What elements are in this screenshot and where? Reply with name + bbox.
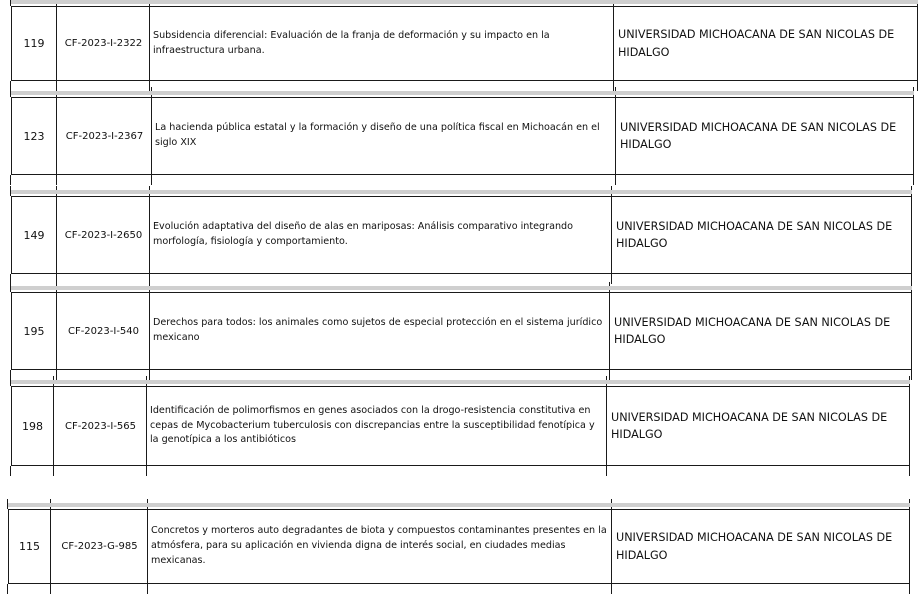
table-line-stub bbox=[609, 370, 610, 380]
row-top-shadow bbox=[11, 91, 914, 95]
table-line-stub bbox=[149, 370, 150, 380]
column-divider bbox=[611, 509, 612, 584]
column-divider bbox=[146, 386, 147, 466]
project-code: CF-2023-G-985 bbox=[61, 541, 138, 552]
institution-name: UNIVERSIDAD MICHOACANA DE SAN NICOLAS DE HIDALGO bbox=[614, 315, 891, 346]
table-line-stub bbox=[146, 466, 147, 476]
project-code: CF-2023-I-2650 bbox=[64, 229, 143, 241]
table-line-stub bbox=[53, 466, 54, 476]
row-top-shadow bbox=[11, 190, 912, 194]
table-line-stub bbox=[913, 175, 914, 185]
column-divider bbox=[56, 196, 57, 274]
institution-name: UNIVERSIDAD MICHOACANA DE SAN NICOLAS DE HIDALGO bbox=[611, 410, 888, 441]
institution-name: UNIVERSIDAD MICHOACANA DE SAN NICOLAS DE HIDALGO bbox=[620, 120, 897, 151]
table-row bbox=[11, 196, 912, 274]
row-number: 195 bbox=[23, 324, 45, 338]
table-line-stub bbox=[50, 584, 51, 594]
table-line-stub bbox=[149, 81, 150, 91]
column-divider bbox=[613, 6, 614, 81]
table-row bbox=[11, 386, 910, 466]
column-divider bbox=[149, 196, 150, 274]
table-line-stub bbox=[909, 466, 910, 476]
column-divider bbox=[56, 97, 57, 175]
table-line-stub bbox=[606, 466, 607, 476]
project-code: CF-2023-I-565 bbox=[64, 420, 137, 432]
table-line-stub bbox=[911, 370, 912, 380]
row-top-shadow bbox=[8, 503, 910, 507]
column-divider bbox=[149, 292, 150, 370]
table-row bbox=[11, 6, 918, 81]
table-row bbox=[11, 97, 914, 175]
institution-name: UNIVERSIDAD MICHOACANA DE SAN NICOLAS DE HIDALGO bbox=[616, 531, 893, 562]
table-line-stub bbox=[56, 175, 57, 185]
project-title: Subsidencia diferencial: Evaluación de la franja de deformación y su impacto en la infraestructura urbana. bbox=[153, 29, 550, 56]
table-line-stub bbox=[56, 370, 57, 380]
column-divider bbox=[606, 386, 607, 466]
table-line-stub bbox=[10, 466, 11, 476]
table-line-stub bbox=[147, 584, 148, 594]
table-row bbox=[11, 292, 912, 370]
row-number: 119 bbox=[23, 37, 45, 50]
table-line-stub bbox=[10, 175, 11, 185]
row-top-shadow bbox=[11, 286, 912, 290]
institution-name: UNIVERSIDAD MICHOACANA DE SAN NICOLAS DE HIDALGO bbox=[618, 28, 895, 59]
project-title: Concretos y morteros auto degradantes de biota y compuestos contaminantes presentes en la atmósfera, para su aplicación en vivienda digna de interés social, en ciudades medias mexicanas. bbox=[151, 525, 607, 566]
project-title: Evolución adaptativa del diseño de alas en mariposas: Análisis comparativo integrando morfología, fisiología y comportamiento. bbox=[153, 221, 573, 247]
row-number: 123 bbox=[23, 129, 45, 143]
row-number: 115 bbox=[19, 540, 40, 553]
table-line-stub bbox=[917, 81, 918, 91]
project-code: CF-2023-I-2367 bbox=[65, 130, 144, 142]
column-divider bbox=[151, 97, 152, 175]
table-line-stub bbox=[151, 175, 152, 185]
column-divider bbox=[56, 292, 57, 370]
project-code: CF-2023-I-2322 bbox=[64, 38, 143, 49]
column-divider bbox=[50, 509, 51, 584]
column-divider bbox=[611, 196, 612, 274]
column-divider bbox=[609, 292, 610, 370]
row-top-shadow bbox=[11, 380, 910, 384]
column-divider bbox=[56, 6, 57, 81]
project-title: Derechos para todos: los animales como sujetos de especial protección en el sistema jurídico mexicano bbox=[153, 317, 603, 343]
table-line-stub bbox=[7, 584, 8, 594]
table-line-stub bbox=[613, 81, 614, 91]
institution-name: UNIVERSIDAD MICHOACANA DE SAN NICOLAS DE HIDALGO bbox=[616, 219, 893, 250]
row-number: 149 bbox=[23, 228, 45, 242]
table-line-stub bbox=[909, 584, 910, 594]
column-divider bbox=[149, 6, 150, 81]
project-code: CF-2023-I-540 bbox=[67, 325, 140, 337]
project-title: Identificación de polimorfismos en genes asociados con la drogo-resistencia constitutiva en cepas de Mycobacterium tuberculosis con discrepancias entre la susceptibilidad fenotípica y la genotípica a los antibióticos bbox=[150, 404, 595, 446]
table-line-stub bbox=[611, 584, 612, 594]
column-divider bbox=[615, 97, 616, 175]
table-line-stub bbox=[615, 175, 616, 185]
table-row bbox=[8, 509, 910, 584]
column-divider bbox=[53, 386, 54, 466]
column-divider bbox=[147, 509, 148, 584]
row-top-shadow bbox=[11, 0, 918, 4]
project-title: La hacienda pública estatal y la formación y diseño de una política fiscal en Michoacán en el siglo XIX bbox=[155, 122, 600, 148]
row-number: 198 bbox=[22, 419, 43, 433]
table-line-stub bbox=[611, 274, 612, 284]
